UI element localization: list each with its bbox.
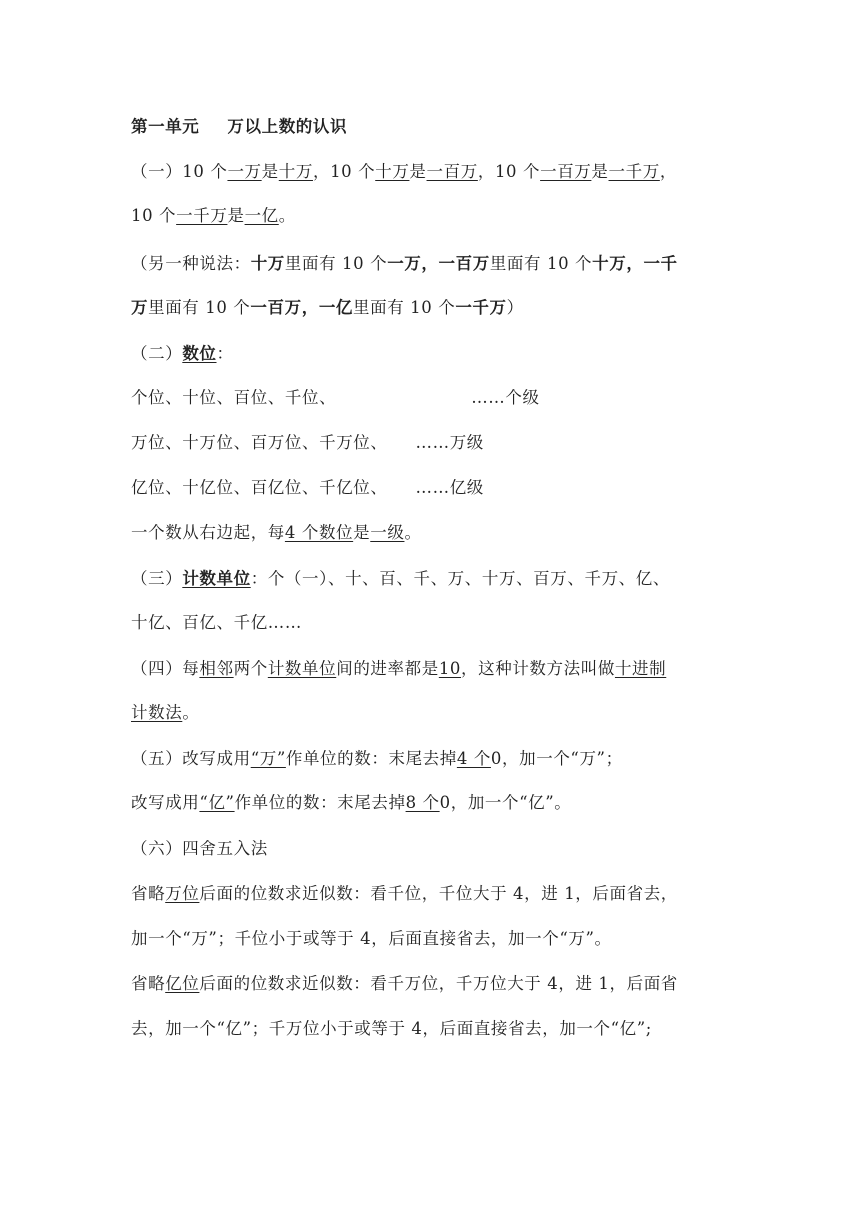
- round-wan-line-1: [131, 879, 741, 909]
- bold-term: 一千万: [455, 298, 507, 317]
- text: 后面的位数求近似数：看千万位，千万位大于 4，进 1，后面省: [199, 974, 678, 993]
- place-level: ……万级: [415, 433, 484, 452]
- bold-term: 一百万: [438, 254, 490, 273]
- underlined-term: “亿”: [199, 793, 235, 812]
- text: 0，加一个“万”；: [490, 749, 623, 768]
- underlined-term: 一千万: [176, 206, 228, 225]
- text: 省略: [131, 974, 166, 993]
- underlined-term: 一百万: [540, 162, 592, 181]
- section-3-line-1: [131, 564, 741, 594]
- text: 是: [353, 523, 371, 542]
- unit-title: [131, 112, 741, 142]
- text: 改写成用: [131, 793, 200, 812]
- unit-topic: 万以上数的认识: [227, 117, 348, 136]
- underlined-term: 相邻: [199, 659, 234, 678]
- alt-line-2: [131, 293, 741, 323]
- place-row-units: [131, 383, 741, 413]
- underlined-term: 4 个数位: [284, 523, 354, 542]
- text: 作单位的数：末尾去掉: [234, 793, 406, 812]
- text: ，这种计数方法叫做: [461, 659, 615, 678]
- underlined-term: 十万: [375, 162, 410, 181]
- bold-term: 一千: [643, 254, 678, 273]
- underlined-term: 一万: [227, 162, 262, 181]
- text: ：个（一）、十、百、千、万、十万、百万、千万、亿、: [250, 569, 670, 588]
- underlined-term: 计数法: [131, 703, 183, 722]
- text: （五）改写成用: [131, 749, 251, 768]
- text: （三）: [131, 569, 183, 588]
- text: 里面有 10 个: [284, 254, 388, 273]
- text: ，: [421, 254, 439, 273]
- section-3-line-2: [131, 608, 741, 638]
- underlined-term: 万位: [165, 884, 200, 903]
- key-term: 数位: [182, 344, 217, 363]
- bold-term: 一万: [387, 254, 422, 273]
- text: 是: [409, 162, 427, 181]
- section-5-line-2: [131, 788, 741, 818]
- bold-term: 万: [131, 298, 149, 317]
- round-yi-line-1: [131, 969, 741, 999]
- unit-number: 第一单元: [131, 117, 200, 136]
- section-1-line-1: [131, 157, 741, 187]
- section-4-line-2: [131, 698, 741, 728]
- text: ：: [216, 344, 234, 363]
- text: 10 个: [131, 206, 177, 225]
- text: 里面有 10 个: [489, 254, 593, 273]
- round-yi-line-2: [131, 1014, 741, 1044]
- text: （六）四舍五入法: [131, 839, 268, 858]
- place-row-wan: [131, 428, 741, 458]
- text: 作单位的数：末尾去掉: [285, 749, 457, 768]
- text: 里面有 10 个: [148, 298, 251, 317]
- alt-line-1: [131, 249, 741, 279]
- place-list: 个位、十位、百位、千位、: [131, 388, 337, 407]
- underlined-term: 8 个: [405, 793, 440, 812]
- bold-term: 一亿: [318, 298, 354, 317]
- bold-term: 十万: [250, 254, 285, 273]
- place-row-yi: [131, 473, 741, 503]
- text: ，: [659, 162, 677, 181]
- text: （另一种说法：: [131, 254, 251, 273]
- text: 一个数从右边起，每: [131, 523, 285, 542]
- place-level: ……个级: [471, 388, 540, 407]
- underlined-term: 一百万: [426, 162, 478, 181]
- text: 。: [278, 206, 296, 225]
- place-list: 万位、十万位、百万位、千万位、: [131, 433, 388, 452]
- text: ，10 个: [312, 162, 376, 181]
- text: 省略: [131, 884, 166, 903]
- key-term: 计数单位: [182, 569, 251, 588]
- bold-term: 一百万: [250, 298, 302, 317]
- section-2-heading: [131, 339, 741, 369]
- text: 加一个“万”；千位小于或等于 4，后面直接省去，加一个“万”。: [131, 929, 612, 948]
- place-list: 亿位、十亿位、百亿位、千亿位、: [131, 478, 388, 497]
- round-wan-line-2: [131, 924, 741, 954]
- text: 是: [261, 162, 279, 181]
- text: （二）: [131, 344, 183, 363]
- text: 十亿、百亿、千亿……: [131, 613, 302, 632]
- text: （一）10 个: [131, 162, 228, 181]
- text: 去，加一个“亿”；千万位小于或等于 4，后面直接省去，加一个“亿”;: [131, 1019, 652, 1038]
- section-1-line-2: [131, 201, 741, 231]
- text: 是: [591, 162, 609, 181]
- text: ）: [506, 298, 524, 317]
- underlined-term: 亿位: [165, 974, 200, 993]
- text: 间的进率都是: [336, 659, 439, 678]
- underlined-term: 4 个: [456, 749, 491, 768]
- underlined-term: 一千万: [608, 162, 660, 181]
- section-4-line-1: [131, 654, 741, 684]
- section-5-line-1: [131, 744, 741, 774]
- text: （四）每: [131, 659, 200, 678]
- bold-term: 十万: [592, 254, 627, 273]
- underlined-term: 计数单位: [267, 659, 337, 678]
- text: 里面有 10 个: [353, 298, 456, 317]
- text: 。: [182, 703, 200, 722]
- underlined-term: 10: [438, 659, 462, 678]
- text: 后面的位数求近似数：看千位，千位大于 4，进 1，后面省去，: [199, 884, 678, 903]
- text: ，: [626, 254, 644, 273]
- text: 0，加一个“亿”。: [439, 793, 572, 812]
- section-6-heading: [131, 834, 741, 864]
- text: 两个: [233, 659, 268, 678]
- place-level: ……亿级: [415, 478, 484, 497]
- text: 是: [227, 206, 245, 225]
- text: 。: [404, 523, 422, 542]
- underlined-term: 一级: [370, 523, 405, 542]
- text: ，: [301, 298, 319, 317]
- underlined-term: “万”: [250, 749, 286, 768]
- underlined-term: 十万: [278, 162, 313, 181]
- grouping-rule: [131, 518, 741, 548]
- text: ，10 个: [477, 162, 541, 181]
- underlined-term: 十进制: [614, 659, 667, 678]
- underlined-term: 一亿: [244, 206, 279, 225]
